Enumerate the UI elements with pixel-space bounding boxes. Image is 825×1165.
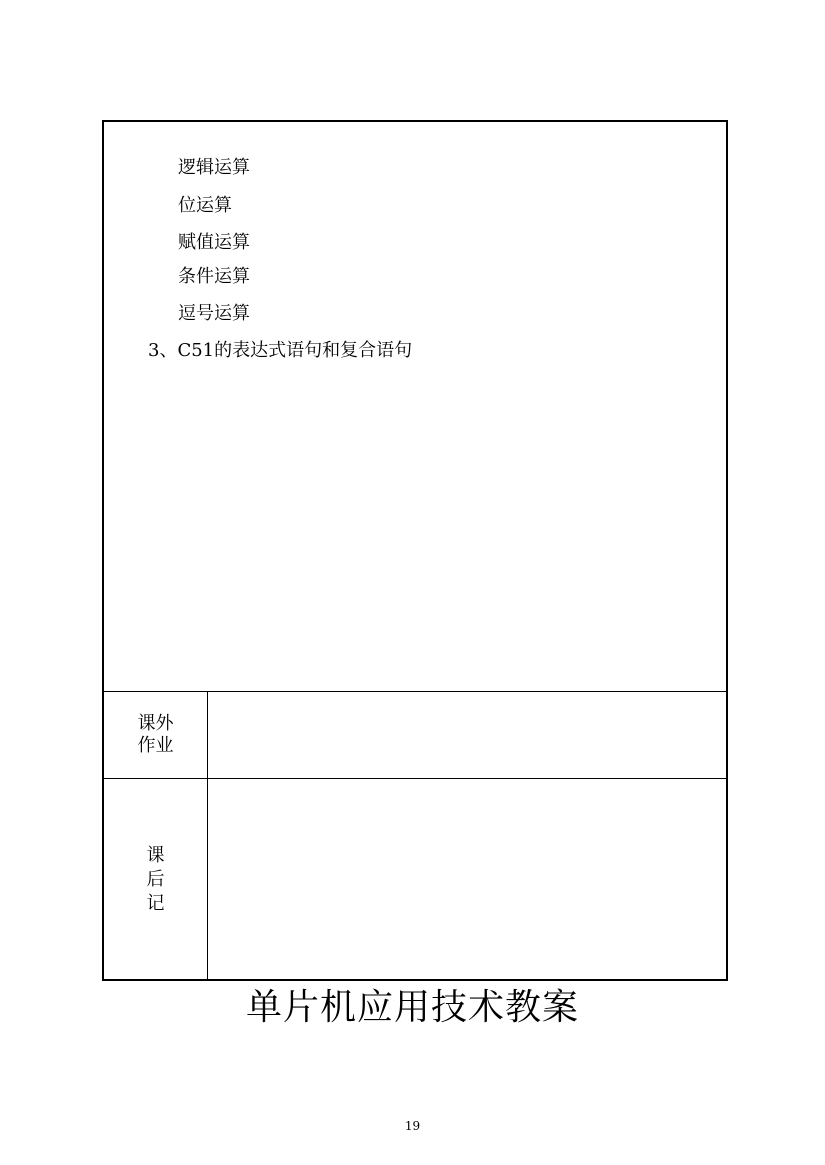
homework-label-line-2: 作业 xyxy=(137,735,174,756)
notes-label-cell xyxy=(104,779,208,981)
content-line-c51-statements: 3、C51的表达式语句和复合语句 xyxy=(148,340,413,361)
lesson-content-cell xyxy=(104,122,726,692)
content-line-assignment-operation: 赋值运算 xyxy=(178,232,250,253)
document-footer-title: 单片机应用技术教案 xyxy=(245,987,579,1028)
homework-label-cell xyxy=(104,692,208,778)
notes-label-char-3: 记 xyxy=(146,893,165,914)
homework-value-cell xyxy=(208,692,726,778)
content-line-logic-operation: 逻辑运算 xyxy=(178,157,250,178)
page-number: 19 xyxy=(404,1119,421,1133)
notes-label xyxy=(147,844,165,916)
notes-label-char-1: 课 xyxy=(146,845,165,866)
homework-label xyxy=(138,713,174,757)
homework-row xyxy=(104,692,726,779)
notes-label-char-2: 后 xyxy=(146,869,165,890)
content-line-comma-operation: 逗号运算 xyxy=(178,303,250,324)
content-line-bit-operation: 位运算 xyxy=(178,195,232,216)
lesson-plan-table xyxy=(102,120,728,981)
notes-value-cell xyxy=(208,779,726,981)
homework-label-line-1: 课外 xyxy=(137,713,174,734)
content-line-conditional-operation: 条件运算 xyxy=(178,266,250,287)
after-class-notes-row xyxy=(104,779,726,981)
